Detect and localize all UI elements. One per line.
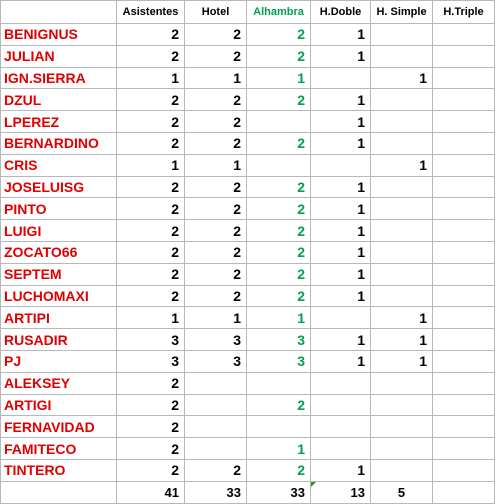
cell-name[interactable]: ARTIPI	[1, 307, 117, 329]
table-row	[1, 111, 495, 133]
cell-hotel[interactable]: 1	[185, 307, 247, 329]
cell-alhambra[interactable]: 2	[247, 132, 311, 154]
cell-h-doble[interactable]: 1	[311, 329, 371, 351]
cell-h-triple[interactable]	[433, 372, 495, 394]
header-cell-name[interactable]	[1, 1, 117, 24]
cell-alhambra[interactable]: 2	[247, 263, 311, 285]
cell-h-simple[interactable]	[371, 438, 433, 460]
cell-name[interactable]: DZUL	[1, 89, 117, 111]
cell-h-simple[interactable]	[371, 132, 433, 154]
cell-h-simple[interactable]	[371, 394, 433, 416]
table-row	[1, 394, 495, 416]
cell-h-triple[interactable]	[433, 154, 495, 176]
cell-hotel[interactable]: 2	[185, 263, 247, 285]
cell-h-triple[interactable]	[433, 459, 495, 481]
cell-asistentes[interactable]: 2	[117, 176, 185, 198]
cell-h-simple[interactable]	[371, 459, 433, 481]
cell-alhambra[interactable]: 1	[247, 438, 311, 460]
cell-h-triple[interactable]	[433, 176, 495, 198]
cell-h-doble[interactable]	[311, 307, 371, 329]
cell-alhambra[interactable]: 2	[247, 89, 311, 111]
cell-h-doble[interactable]: 1	[311, 285, 371, 307]
cell-alhambra[interactable]: 2	[247, 394, 311, 416]
cell-hotel[interactable]: 2	[185, 198, 247, 220]
cell-h-simple[interactable]	[371, 24, 433, 46]
cell-h-triple[interactable]	[433, 394, 495, 416]
cell-h-simple[interactable]	[371, 111, 433, 133]
cell-alhambra[interactable]: 2	[247, 198, 311, 220]
cell-h-doble[interactable]: 1	[311, 89, 371, 111]
cell-alhambra[interactable]	[247, 111, 311, 133]
cell-asistentes[interactable]: 2	[117, 263, 185, 285]
cell-name[interactable]: RUSADIR	[1, 329, 117, 351]
table-row	[1, 350, 495, 372]
comment-indicator-icon[interactable]	[311, 482, 316, 487]
cell-alhambra[interactable]: 3	[247, 329, 311, 351]
cell-name[interactable]: BERNARDINO	[1, 132, 117, 154]
cell-h-doble[interactable]: 1	[311, 350, 371, 372]
cell-name[interactable]: PJ	[1, 350, 117, 372]
table-row	[1, 24, 495, 46]
cell-hotel[interactable]: 1	[185, 67, 247, 89]
total-cell-hotel[interactable]: 33	[185, 481, 247, 503]
cell-h-simple[interactable]	[371, 198, 433, 220]
cell-h-triple[interactable]	[433, 111, 495, 133]
cell-h-triple[interactable]	[433, 438, 495, 460]
cell-alhambra[interactable]: 1	[247, 307, 311, 329]
cell-hotel[interactable]: 2	[185, 89, 247, 111]
cell-h-doble[interactable]: 1	[311, 24, 371, 46]
cell-asistentes[interactable]: 2	[117, 132, 185, 154]
cell-hotel[interactable]: 2	[185, 459, 247, 481]
cell-h-triple[interactable]	[433, 241, 495, 263]
cell-name[interactable]: SEPTEM	[1, 263, 117, 285]
cell-name[interactable]: JOSELUISG	[1, 176, 117, 198]
cell-asistentes[interactable]: 2	[117, 416, 185, 438]
header-cell-asistentes[interactable]: Asistentes	[117, 1, 185, 24]
table-row	[1, 220, 495, 242]
table-row	[1, 198, 495, 220]
cell-hotel[interactable]: 3	[185, 329, 247, 351]
table-row	[1, 89, 495, 111]
cell-h-simple[interactable]	[371, 176, 433, 198]
cell-alhambra[interactable]: 3	[247, 350, 311, 372]
cell-hotel[interactable]	[185, 394, 247, 416]
header-cell-h-simple[interactable]: H. Simple	[371, 1, 433, 24]
cell-h-doble[interactable]	[311, 438, 371, 460]
cell-name[interactable]: CRIS	[1, 154, 117, 176]
cell-alhambra[interactable]: 2	[247, 24, 311, 46]
cell-hotel[interactable]: 2	[185, 241, 247, 263]
cell-name[interactable]: ZOCATO66	[1, 241, 117, 263]
cell-h-doble[interactable]	[311, 416, 371, 438]
cell-h-triple[interactable]	[433, 285, 495, 307]
cell-h-simple[interactable]: 1	[371, 67, 433, 89]
cell-h-simple[interactable]	[371, 285, 433, 307]
cell-asistentes[interactable]: 2	[117, 220, 185, 242]
table-row	[1, 329, 495, 351]
cell-h-triple[interactable]	[433, 45, 495, 67]
header-cell-alhambra[interactable]: Alhambra	[247, 1, 311, 24]
cell-asistentes[interactable]: 3	[117, 350, 185, 372]
cell-asistentes[interactable]: 2	[117, 89, 185, 111]
header-cell-h-doble[interactable]: H.Doble	[311, 1, 371, 24]
cell-alhambra[interactable]: 1	[247, 67, 311, 89]
cell-name[interactable]: LUCHOMAXI	[1, 285, 117, 307]
cell-h-simple[interactable]	[371, 89, 433, 111]
cell-asistentes[interactable]: 2	[117, 459, 185, 481]
table-row	[1, 372, 495, 394]
cell-name[interactable]: PINTO	[1, 198, 117, 220]
cell-hotel[interactable]: 1	[185, 154, 247, 176]
cell-h-triple[interactable]	[433, 416, 495, 438]
cell-h-doble[interactable]	[311, 372, 371, 394]
cell-h-doble[interactable]: 1	[311, 176, 371, 198]
table-row	[1, 132, 495, 154]
cell-alhambra[interactable]: 2	[247, 241, 311, 263]
table-row	[1, 67, 495, 89]
cell-name[interactable]: FERNAVIDAD	[1, 416, 117, 438]
cell-alhambra[interactable]: 2	[247, 45, 311, 67]
table-row	[1, 438, 495, 460]
cell-h-doble[interactable]	[311, 394, 371, 416]
total-cell-h-doble[interactable]: 13	[311, 481, 371, 503]
cell-h-simple[interactable]: 1	[371, 307, 433, 329]
cell-h-simple[interactable]: 1	[371, 329, 433, 351]
cell-name[interactable]: IGN.SIERRA	[1, 67, 117, 89]
cell-h-triple[interactable]	[433, 263, 495, 285]
table-row	[1, 176, 495, 198]
cell-hotel[interactable]: 2	[185, 132, 247, 154]
cell-asistentes[interactable]: 2	[117, 394, 185, 416]
table-row	[1, 154, 495, 176]
cell-asistentes[interactable]: 2	[117, 438, 185, 460]
cell-h-simple[interactable]	[371, 220, 433, 242]
cell-h-doble[interactable]	[311, 154, 371, 176]
cell-h-triple[interactable]	[433, 198, 495, 220]
cell-h-simple[interactable]	[371, 416, 433, 438]
cell-h-doble[interactable]: 1	[311, 263, 371, 285]
header-cell-h-triple[interactable]: H.Triple	[433, 1, 495, 24]
cell-h-triple[interactable]	[433, 220, 495, 242]
cell-name[interactable]: FAMITECO	[1, 438, 117, 460]
cell-alhambra[interactable]	[247, 416, 311, 438]
table-row	[1, 241, 495, 263]
cell-alhambra[interactable]	[247, 154, 311, 176]
cell-alhambra[interactable]	[247, 372, 311, 394]
cell-asistentes[interactable]: 2	[117, 111, 185, 133]
cell-hotel[interactable]	[185, 416, 247, 438]
cell-hotel[interactable]	[185, 372, 247, 394]
cell-h-doble[interactable]	[311, 67, 371, 89]
cell-name[interactable]: JULIAN	[1, 45, 117, 67]
cell-h-triple[interactable]	[433, 307, 495, 329]
cell-asistentes[interactable]: 3	[117, 329, 185, 351]
cell-h-triple[interactable]	[433, 132, 495, 154]
cell-asistentes[interactable]: 2	[117, 198, 185, 220]
total-cell-alhambra[interactable]: 33	[247, 481, 311, 503]
total-cell-h-simple[interactable]: 5	[371, 481, 433, 503]
cell-h-doble[interactable]: 1	[311, 459, 371, 481]
cell-name[interactable]: LPEREZ	[1, 111, 117, 133]
cell-h-doble[interactable]: 1	[311, 220, 371, 242]
cell-asistentes[interactable]: 1	[117, 154, 185, 176]
cell-h-doble[interactable]: 1	[311, 111, 371, 133]
cell-name[interactable]: ARTIGI	[1, 394, 117, 416]
cell-alhambra[interactable]: 2	[247, 285, 311, 307]
cell-h-simple[interactable]: 1	[371, 154, 433, 176]
cell-asistentes[interactable]: 2	[117, 372, 185, 394]
cell-name[interactable]: BENIGNUS	[1, 24, 117, 46]
table-row	[1, 45, 495, 67]
cell-asistentes[interactable]: 2	[117, 45, 185, 67]
cell-name[interactable]: TINTERO	[1, 459, 117, 481]
cell-h-triple[interactable]	[433, 329, 495, 351]
cell-alhambra[interactable]: 2	[247, 176, 311, 198]
header-cell-hotel[interactable]: Hotel	[185, 1, 247, 24]
cell-hotel[interactable]: 2	[185, 111, 247, 133]
cell-asistentes[interactable]: 2	[117, 241, 185, 263]
cell-h-simple[interactable]: 1	[371, 350, 433, 372]
table-row	[1, 416, 495, 438]
cell-h-simple[interactable]	[371, 372, 433, 394]
cell-hotel[interactable]: 2	[185, 220, 247, 242]
total-cell-asistentes[interactable]: 41	[117, 481, 185, 503]
cell-asistentes[interactable]: 2	[117, 285, 185, 307]
cell-h-triple[interactable]	[433, 67, 495, 89]
cell-h-doble[interactable]: 1	[311, 198, 371, 220]
cell-h-simple[interactable]	[371, 263, 433, 285]
cell-hotel[interactable]	[185, 438, 247, 460]
cell-hotel[interactable]: 2	[185, 285, 247, 307]
cell-name[interactable]: LUIGI	[1, 220, 117, 242]
cell-h-triple[interactable]	[433, 350, 495, 372]
cell-hotel[interactable]: 2	[185, 24, 247, 46]
cell-h-simple[interactable]	[371, 45, 433, 67]
cell-h-simple[interactable]	[371, 241, 433, 263]
cell-h-triple[interactable]	[433, 24, 495, 46]
cell-asistentes[interactable]: 1	[117, 307, 185, 329]
cell-alhambra[interactable]: 2	[247, 459, 311, 481]
cell-asistentes[interactable]: 1	[117, 67, 185, 89]
cell-h-doble[interactable]: 1	[311, 45, 371, 67]
cell-alhambra[interactable]: 2	[247, 220, 311, 242]
table-row	[1, 263, 495, 285]
cell-h-doble[interactable]: 1	[311, 241, 371, 263]
cell-hotel[interactable]: 2	[185, 176, 247, 198]
cell-hotel[interactable]: 2	[185, 45, 247, 67]
table-row	[1, 459, 495, 481]
table-row	[1, 307, 495, 329]
table-row	[1, 285, 495, 307]
header-row	[1, 1, 495, 24]
cell-name[interactable]: ALEKSEY	[1, 372, 117, 394]
cell-asistentes[interactable]: 2	[117, 24, 185, 46]
cell-hotel[interactable]: 3	[185, 350, 247, 372]
cell-h-triple[interactable]	[433, 89, 495, 111]
cell-h-doble[interactable]: 1	[311, 132, 371, 154]
